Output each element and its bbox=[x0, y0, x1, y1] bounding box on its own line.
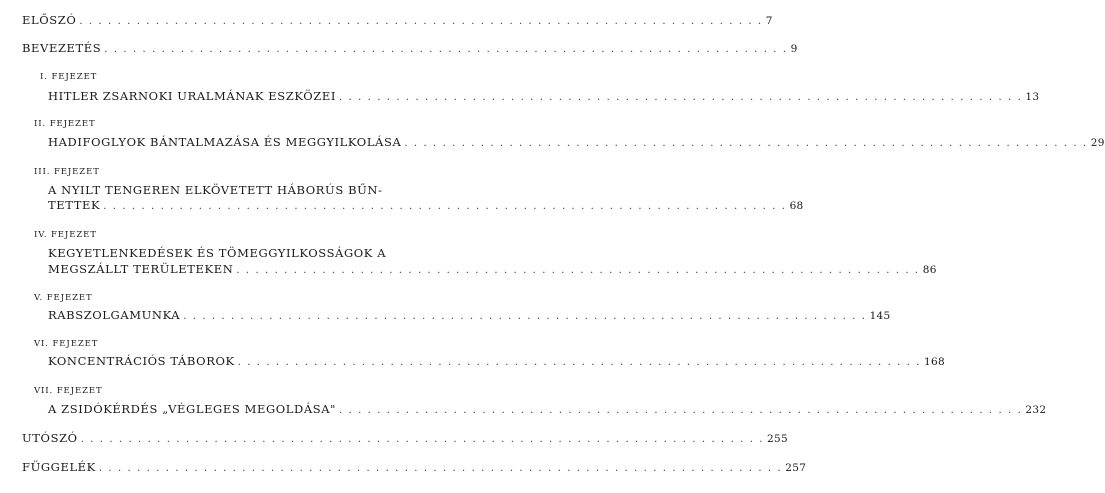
toc-entry-title: UTÓSZÓ bbox=[22, 431, 78, 445]
leader-dots: . . . . . . . . . . . . . . . . . . . . . . . . . . . . . . . . . . . . . . . . . . . . . . . . . . . . . . . . . . . . . . . . . . . . . . . . bbox=[98, 463, 783, 474]
chapter-label: V. FEJEZET bbox=[34, 293, 93, 303]
toc-entry-chapter-4[interactable] bbox=[48, 262, 937, 278]
toc-entry-chapter-6[interactable] bbox=[48, 354, 945, 370]
toc-entry-page: 29 bbox=[1090, 137, 1105, 149]
toc-entry-title: KONCENTRÁCIÓS TÁBOROK bbox=[48, 354, 235, 368]
toc-entry-eloszo[interactable] bbox=[22, 13, 773, 29]
toc-entry-page: 232 bbox=[1025, 404, 1047, 416]
toc-entry-title: BEVEZETÉS bbox=[22, 41, 102, 55]
toc-entry-chapter-5[interactable] bbox=[48, 308, 891, 324]
toc-entry-page: 68 bbox=[789, 200, 804, 212]
leader-dots: . . . . . . . . . . . . . . . . . . . . . . . . . . . . . . . . . . . . . . . . . . . . . . . . . . . . . . . . . . . . . . . . . . . . . . . . bbox=[183, 311, 867, 322]
toc-entry-chapter-1[interactable] bbox=[48, 89, 1040, 105]
toc-entry-title: HITLER ZSARNOKI URALMÁNAK ESZKÖZEI bbox=[48, 89, 336, 103]
leader-dots: . . . . . . . . . . . . . . . . . . . . . . . . . . . . . . . . . . . . . . . . . . . . . . . . . . . . . . . . . . . . . . . . . . . . . . . . bbox=[79, 16, 763, 27]
toc-entry-page: 86 bbox=[922, 264, 937, 276]
chapter-label: VII. FEJEZET bbox=[34, 386, 103, 396]
toc-entry-title: ELŐSZÓ bbox=[22, 13, 77, 27]
chapter-label: VI. FEJEZET bbox=[34, 339, 99, 349]
toc-entry-page: 168 bbox=[924, 356, 945, 368]
toc-entry-page: 255 bbox=[767, 433, 788, 445]
toc-entry-chapter-2[interactable] bbox=[48, 135, 1105, 151]
toc-entry-title: FÜGGELÉK bbox=[22, 460, 96, 474]
toc-entry-title: A ZSIDÓKÉRDÉS „VÉGLEGES MEGOLDÁSA" bbox=[48, 402, 336, 416]
leader-dots: . . . . . . . . . . . . . . . . . . . . . . . . . . . . . . . . . . . . . . . . . . . . . . . . . . . . . . . . . . . . . . . . . . . . . . . . bbox=[80, 434, 765, 445]
toc-entry-title: TETTEK bbox=[48, 198, 101, 212]
toc-entry-title-line: KEGYETLENKEDÉSEK ÉS TÖMEGGYILKOSSÁGOK A bbox=[48, 246, 387, 260]
toc-entry-page: 257 bbox=[785, 462, 807, 474]
leader-dots: . . . . . . . . . . . . . . . . . . . . . . . . . . . . . . . . . . . . . . . . . . . . . . . . . . . . . . . . . . . . . . . . . . . . . . . . bbox=[237, 357, 922, 368]
toc-entry-chapter-7[interactable] bbox=[48, 402, 1047, 418]
leader-dots: . . . . . . . . . . . . . . . . . . . . . . . . . . . . . . . . . . . . . . . . . . . . . . . . . . . . . . . . . . . . . . . . . . . . . . . . bbox=[404, 138, 1088, 149]
leader-dots: . . . . . . . . . . . . . . . . . . . . . . . . . . . . . . . . . . . . . . . . . . . . . . . . . . . . . . . . . . . . . . . . . . . . . . . . bbox=[103, 201, 787, 212]
chapter-label: III. FEJEZET bbox=[34, 167, 100, 177]
toc-entry-utoszo[interactable] bbox=[22, 431, 788, 447]
chapter-label: II. FEJEZET bbox=[34, 119, 96, 129]
toc-entry-page: 9 bbox=[790, 43, 798, 55]
leader-dots: . . . . . . . . . . . . . . . . . . . . . . . . . . . . . . . . . . . . . . . . . . . . . . . . . . . . . . . . . . . . . . . . . . . . . . . . bbox=[339, 405, 1023, 416]
toc-entry-chapter-3[interactable] bbox=[48, 198, 804, 214]
chapter-label: I. FEJEZET bbox=[40, 72, 98, 82]
toc-entry-page: 13 bbox=[1025, 91, 1040, 103]
toc-entry-title: MEGSZÁLLT TERÜLETEKEN bbox=[48, 262, 234, 276]
toc-entry-page: 7 bbox=[765, 15, 773, 27]
toc-entry-title-line: A NYILT TENGEREN ELKÖVETETT HÁBORÚS BŰN- bbox=[48, 183, 383, 197]
toc-entry-title: HADIFOGLYOK BÁNTALMAZÁSA ÉS MEGGYILKOLÁSA bbox=[48, 135, 402, 149]
toc-entry-page: 145 bbox=[869, 310, 891, 322]
toc-entry-bevezetes[interactable] bbox=[22, 41, 798, 57]
leader-dots: . . . . . . . . . . . . . . . . . . . . . . . . . . . . . . . . . . . . . . . . . . . . . . . . . . . . . . . . . . . . . . . . . . . . . . . . bbox=[104, 44, 788, 55]
toc-entry-title: RABSZOLGAMUNKA bbox=[48, 308, 181, 322]
chapter-label: IV. FEJEZET bbox=[34, 230, 97, 240]
leader-dots: . . . . . . . . . . . . . . . . . . . . . . . . . . . . . . . . . . . . . . . . . . . . . . . . . . . . . . . . . . . . . . . . . . . . . . . . bbox=[236, 265, 920, 276]
leader-dots: . . . . . . . . . . . . . . . . . . . . . . . . . . . . . . . . . . . . . . . . . . . . . . . . . . . . . . . . . . . . . . . . . . . . . . . . bbox=[339, 92, 1023, 103]
toc-entry-fuggelek[interactable] bbox=[22, 460, 807, 476]
